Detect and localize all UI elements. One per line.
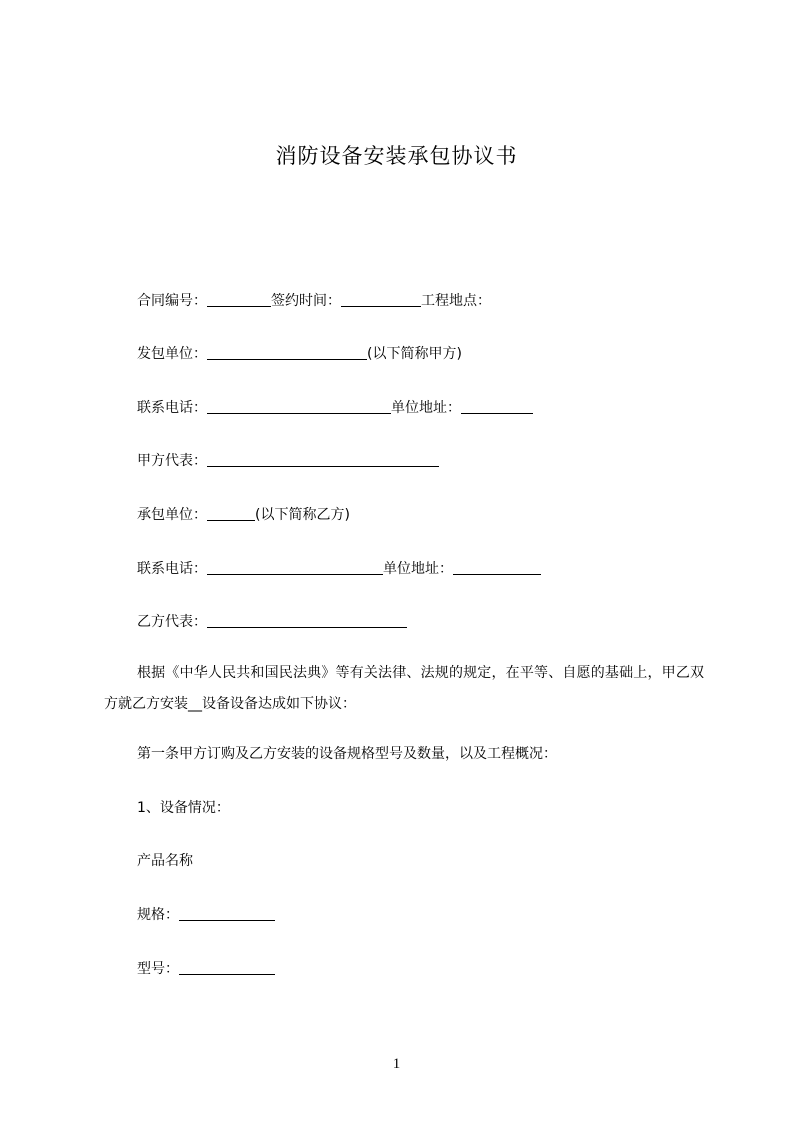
contractor-phone-blank [207, 560, 383, 575]
spec-line [137, 905, 275, 925]
sign-time-label: 签约时间： [271, 293, 341, 309]
contractor-suffix: (以下简称乙方) [255, 507, 350, 523]
contract-no-blank [207, 292, 271, 307]
model-label: 型号： [137, 961, 179, 977]
employer-unit-blank [207, 345, 367, 360]
contract-no-label: 合同编号： [137, 293, 207, 309]
employer-unit-label: 发包单位： [137, 346, 207, 362]
employer-rep-blank [207, 452, 439, 467]
sign-time-blank [341, 292, 421, 307]
contractor-address-blank [453, 560, 541, 575]
product-name-label: 产品名称 [137, 853, 193, 869]
employer-suffix: (以下简称甲方) [367, 346, 462, 362]
document-title: 消防设备安装承包协议书 [275, 144, 518, 168]
contractor-phone-label: 联系电话： [137, 561, 207, 577]
spec-label: 规格： [137, 907, 179, 923]
employer-phone-blank [207, 399, 391, 414]
contract-info-line [137, 291, 491, 311]
employer-address-blank [461, 399, 533, 414]
contractor-unit-blank [207, 506, 255, 521]
employer-unit-line [137, 344, 462, 364]
model-line [137, 959, 275, 979]
article-1-heading: 第一条甲方订购及乙方安装的设备规格型号及数量，以及工程概况： [137, 746, 557, 762]
employer-rep-label: 甲方代表： [137, 453, 207, 469]
contractor-address-label: 单位地址： [383, 561, 453, 577]
contractor-rep-blank [207, 613, 407, 628]
contractor-unit-line [137, 505, 350, 525]
spec-blank [179, 906, 275, 921]
contractor-unit-label: 承包单位： [137, 507, 207, 523]
employer-contact-line [137, 398, 533, 418]
preamble-paragraph: 根据《中华人民共和国民法典》等有关法律、法规的规定，在平等、自愿的基础上，甲乙双方就乙方安装__设备设备达成如下协议： [104, 665, 704, 712]
employer-phone-label: 联系电话： [137, 400, 207, 416]
employer-address-label: 单位地址： [391, 400, 461, 416]
contractor-contact-line [137, 559, 541, 579]
model-blank [179, 960, 275, 975]
page-number: 1 [392, 1056, 401, 1072]
section-1-heading: 1、设备情况： [137, 800, 230, 816]
contractor-rep-line [137, 612, 407, 632]
employer-rep-line [137, 451, 439, 471]
contractor-rep-label: 乙方代表： [137, 614, 207, 630]
site-label: 工程地点： [421, 293, 491, 309]
